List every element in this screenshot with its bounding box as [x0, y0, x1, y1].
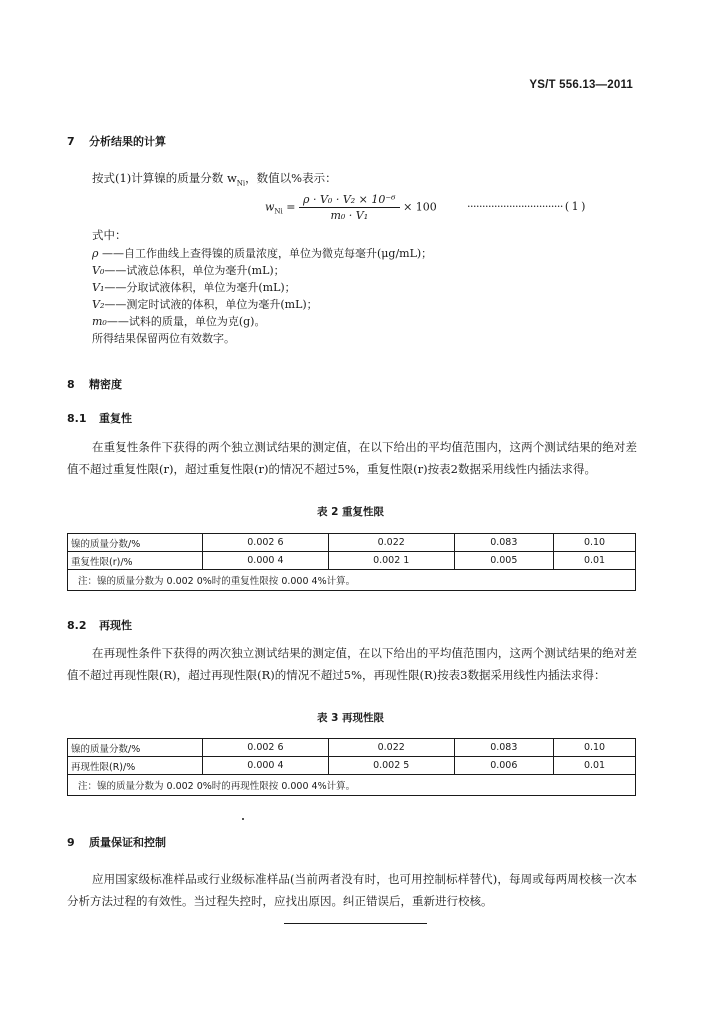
def-symbol: m₀ — [92, 315, 107, 328]
result-note: 所得结果保留两位有效数字。 — [92, 332, 235, 345]
formula-leader — [467, 200, 585, 213]
formula-fraction — [299, 193, 400, 222]
table-cell: 0.01 — [554, 552, 636, 570]
section-7-title: 分析结果的计算 — [89, 135, 166, 148]
table-cell: 0.000 4 — [203, 552, 329, 570]
section-8-2-paragraph: 在再现性条件下获得的两次独立测试结果的测定值，在以下给出的平均值范围内，这两个测试结果的绝对差值不超过再现性限(R)，超过再现性限(R)的情况不超过5%，再现性限(R)按表3数据采用线性内插法求得： — [67, 646, 637, 682]
definition-v1 — [92, 279, 432, 296]
table-row — [68, 534, 636, 552]
table-3 — [67, 738, 636, 796]
formula-denominator: m₀ · V₁ — [330, 209, 369, 222]
table-cell: 0.022 — [328, 739, 454, 757]
section-7-intro — [92, 169, 337, 192]
formula-lhs: w — [265, 200, 275, 214]
section-9-heading — [67, 834, 166, 850]
formula-equation-number: ( 1 ) — [564, 200, 585, 213]
table-note-row — [68, 775, 636, 796]
def-text: ——分取试液体积，单位为毫升(mL)； — [104, 281, 296, 294]
table-3-caption: 表 3 再现性限 — [316, 712, 385, 724]
intro-text: 按式(1)计算镍的质量分数 w — [92, 171, 237, 185]
section-8-2-number: 8.2 — [67, 619, 87, 632]
table-cell: 镍的质量分数/% — [68, 739, 203, 757]
section-8-1-heading — [67, 410, 132, 426]
section-8-2-title: 再现性 — [99, 619, 132, 632]
table-cell: 镍的质量分数/% — [68, 534, 203, 552]
def-symbol: ρ — [92, 247, 99, 260]
end-rule — [284, 923, 427, 924]
def-text: ——试液总体积，单位为毫升(mL)； — [104, 264, 285, 277]
table-cell: 0.10 — [554, 534, 636, 552]
section-9-number: 9 — [67, 836, 75, 849]
definition-rho — [92, 245, 432, 262]
formula-lhs-sub: Ni — [274, 207, 283, 216]
section-8-number: 8 — [67, 378, 75, 391]
definition-list — [92, 245, 432, 347]
section-9-title: 质量保证和控制 — [89, 836, 166, 849]
table-cell: 0.022 — [328, 534, 454, 552]
table-row — [68, 739, 636, 757]
where-label: 式中： — [92, 228, 127, 242]
formula-times-100: × 100 — [403, 200, 437, 214]
intro-subscript: Ni — [236, 179, 246, 188]
section-7-heading — [67, 133, 166, 149]
def-symbol: V₂ — [92, 298, 105, 311]
formula-numerator: ρ · V₀ · V₂ × 10⁻⁶ — [299, 193, 400, 208]
formula-1: $w_{Ni}$ = $\frac{\text{ρ · V₀ · V₂ × 10⁻⁶}}{\text{m₀ · V₁}}$ × 100 — [265, 193, 437, 222]
table-3-note: 注：镍的质量分数为 0.002 0%时的再现性限按 0.000 4%计算。 — [68, 775, 636, 796]
intro-tail: ，数值以%表示： — [245, 171, 337, 185]
def-text: ——测定时试液的体积，单位为毫升(mL)； — [104, 298, 318, 311]
stray-mark — [242, 818, 244, 820]
section-8-1-paragraph: 在重复性条件下获得的两个独立测试结果的测定值，在以下给出的平均值范围内，这两个测试结果的绝对差值不超过重复性限(r)，超过重复性限(r)的情况不超过5%，重复性限(r)按表2数据采用线性内插法求得。 — [67, 440, 637, 476]
section-9-paragraph: 应用国家级标准样品或行业级标准样品(当前两者没有时，也可用控制标样替代)，每周或每两周校核一次本分析方法过程的有效性。当过程失控时，应找出原因。纠正错误后，重新进行校核。 — [67, 872, 637, 908]
standard-number: YS/T 556.13—2011 — [529, 79, 633, 91]
def-text: ——自工作曲线上查得镍的质量浓度，单位为微克每毫升(μg/mL)； — [98, 247, 433, 260]
table-cell: 0.083 — [454, 739, 553, 757]
section-7-number: 7 — [67, 135, 75, 148]
table-2-note: 注：镍的质量分数为 0.002 0%时的重复性限按 0.000 4%计算。 — [68, 570, 636, 591]
table-cell: 0.01 — [554, 757, 636, 775]
section-8-heading — [67, 376, 122, 392]
section-8-title: 精密度 — [89, 378, 122, 391]
table-cell: 0.000 4 — [203, 757, 329, 775]
table-cell: 0.10 — [554, 739, 636, 757]
table-row — [68, 757, 636, 775]
def-symbol: V₀ — [92, 264, 105, 277]
def-symbol: V₁ — [92, 281, 105, 294]
definition-v0 — [92, 262, 432, 279]
table-cell: 0.002 5 — [328, 757, 454, 775]
table-cell: 0.002 6 — [203, 534, 329, 552]
table-2 — [67, 533, 636, 591]
table-cell: 重复性限(r)/% — [68, 552, 203, 570]
section-8-1-number: 8.1 — [67, 412, 87, 425]
table-cell: 0.006 — [454, 757, 553, 775]
definition-m0 — [92, 313, 432, 330]
table-cell: 0.005 — [454, 552, 553, 570]
formula-dots: ································ — [467, 200, 563, 213]
table-cell: 0.083 — [454, 534, 553, 552]
table-cell: 再现性限(R)/% — [68, 757, 203, 775]
table-row — [68, 552, 636, 570]
definition-v2 — [92, 296, 432, 313]
table-note-row — [68, 570, 636, 591]
table-cell: 0.002 1 — [328, 552, 454, 570]
section-8-2-heading — [67, 617, 132, 633]
def-text: ——试料的质量，单位为克(g)。 — [106, 315, 266, 328]
table-cell: 0.002 6 — [203, 739, 329, 757]
table-2-caption: 表 2 重复性限 — [316, 506, 385, 518]
section-8-1-title: 重复性 — [99, 412, 132, 425]
